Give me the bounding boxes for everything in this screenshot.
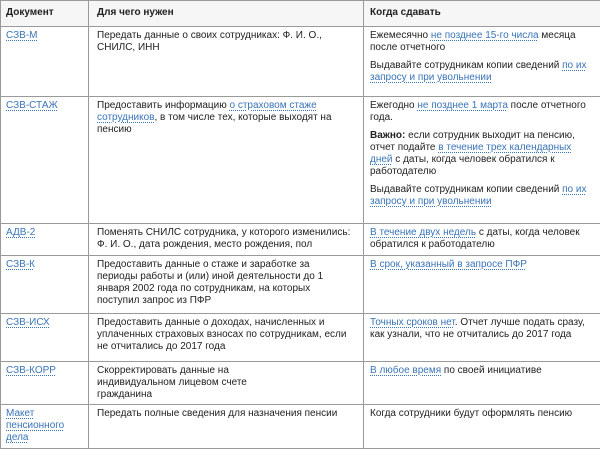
- two-weeks-link[interactable]: В течение двух недель: [370, 227, 476, 238]
- doc-cell: [1, 224, 89, 256]
- doc-cell: [1, 314, 89, 362]
- when-cell: [364, 256, 600, 314]
- insurance-experience-link[interactable]: о страховом стаже сотрудников: [97, 100, 317, 123]
- deadline-link[interactable]: не позднее 1 марта: [417, 100, 508, 111]
- doc-link-szv-isx[interactable]: СЗВ-ИСХ: [6, 317, 50, 328]
- header-row: [1, 1, 600, 27]
- purpose-cell: Предоставить информацию о страховом стаже сотрудников, в том числе тех, которые выходят на пенсию: [89, 97, 364, 224]
- when-cell: Ежемесячно не позднее 15-го числа месяца после отчетного Выдавайте сотрудникам копии сведений по их запросу и при увольнении: [364, 27, 600, 97]
- copies-link[interactable]: по их запросу и при увольнении: [370, 184, 586, 207]
- table-row: [1, 97, 600, 224]
- when-cell: В любое время по своей инициативе: [364, 362, 600, 405]
- pfr-request-link[interactable]: В срок, указанный в запросе ПФР: [370, 259, 527, 270]
- doc-cell: [1, 256, 89, 314]
- when-cell: Когда сотрудники будут оформлять пенсию: [364, 405, 600, 449]
- purpose-cell: Поменять СНИЛС сотрудника, у которого изменились: Ф. И. О., дата рождения, место рождения, пол: [89, 224, 364, 256]
- table-row: [1, 27, 600, 97]
- doc-cell: [1, 362, 89, 405]
- table-row: [1, 256, 600, 314]
- table-row: [1, 362, 600, 405]
- purpose-cell: Предоставить данные о стаже и заработке за периоды работы и (или) иной деятельности до 1 января 2002 года по сотрудникам, на которых поступил запрос из ПФР: [89, 256, 364, 314]
- header-doc: Документ: [1, 1, 89, 27]
- doc-link-adv-2[interactable]: АДВ-2: [6, 227, 35, 238]
- table-row: [1, 224, 600, 256]
- table-row: [1, 314, 600, 362]
- when-cell: В течение двух недель с даты, когда человек обратился к работодателю: [364, 224, 600, 256]
- doc-cell: [1, 97, 89, 224]
- doc-link-pension-file[interactable]: Макет пенсионного дела: [6, 408, 64, 443]
- any-time-link[interactable]: В любое время: [370, 365, 441, 376]
- doc-link-szv-korr[interactable]: СЗВ-КОРР: [6, 365, 56, 376]
- doc-link-szv-stazh[interactable]: СЗВ-СТАЖ: [6, 100, 58, 111]
- three-days-link[interactable]: в течение трех календарных дней: [370, 142, 571, 165]
- purpose-cell: Передать данные о своих сотрудниках: Ф. И. О., СНИЛС, ИНН: [89, 27, 364, 97]
- header-when: Когда сдавать: [364, 1, 600, 27]
- purpose-cell: Передать полные сведения для назначения пенсии: [89, 405, 364, 449]
- no-deadline-link[interactable]: Точных сроков нет: [370, 317, 455, 328]
- purpose-cell: Предоставить данные о доходах, начисленных и уплаченных страховых взносах по сотрудникам, если не отчитались до 2017 года: [89, 314, 364, 362]
- doc-link-szv-k[interactable]: СЗВ-К: [6, 259, 35, 270]
- doc-link-szv-m[interactable]: СЗВ-М: [6, 30, 37, 41]
- header-purpose: Для чего нужен: [89, 1, 364, 27]
- purpose-cell: Скорректировать данные на индивидуальном лицевом счете гражданина: [89, 362, 364, 405]
- when-cell: Ежегодно не позднее 1 марта после отчетного года. Важно: если сотрудник выходит на пенсию, отчет подайте в течение трех календарных дней с даты, когда человек обратился к работодателю Выдавайте сотрудникам копии сведений по их запросу и при увольнении: [364, 97, 600, 224]
- deadline-link[interactable]: не позднее 15-го числа: [431, 30, 539, 41]
- when-cell: Точных сроков нет. Отчет лучше подать сразу, как узнали, что не отчитались до 2017 года: [364, 314, 600, 362]
- copies-link[interactable]: по их запросу и при увольнении: [370, 60, 586, 83]
- doc-cell: [1, 27, 89, 97]
